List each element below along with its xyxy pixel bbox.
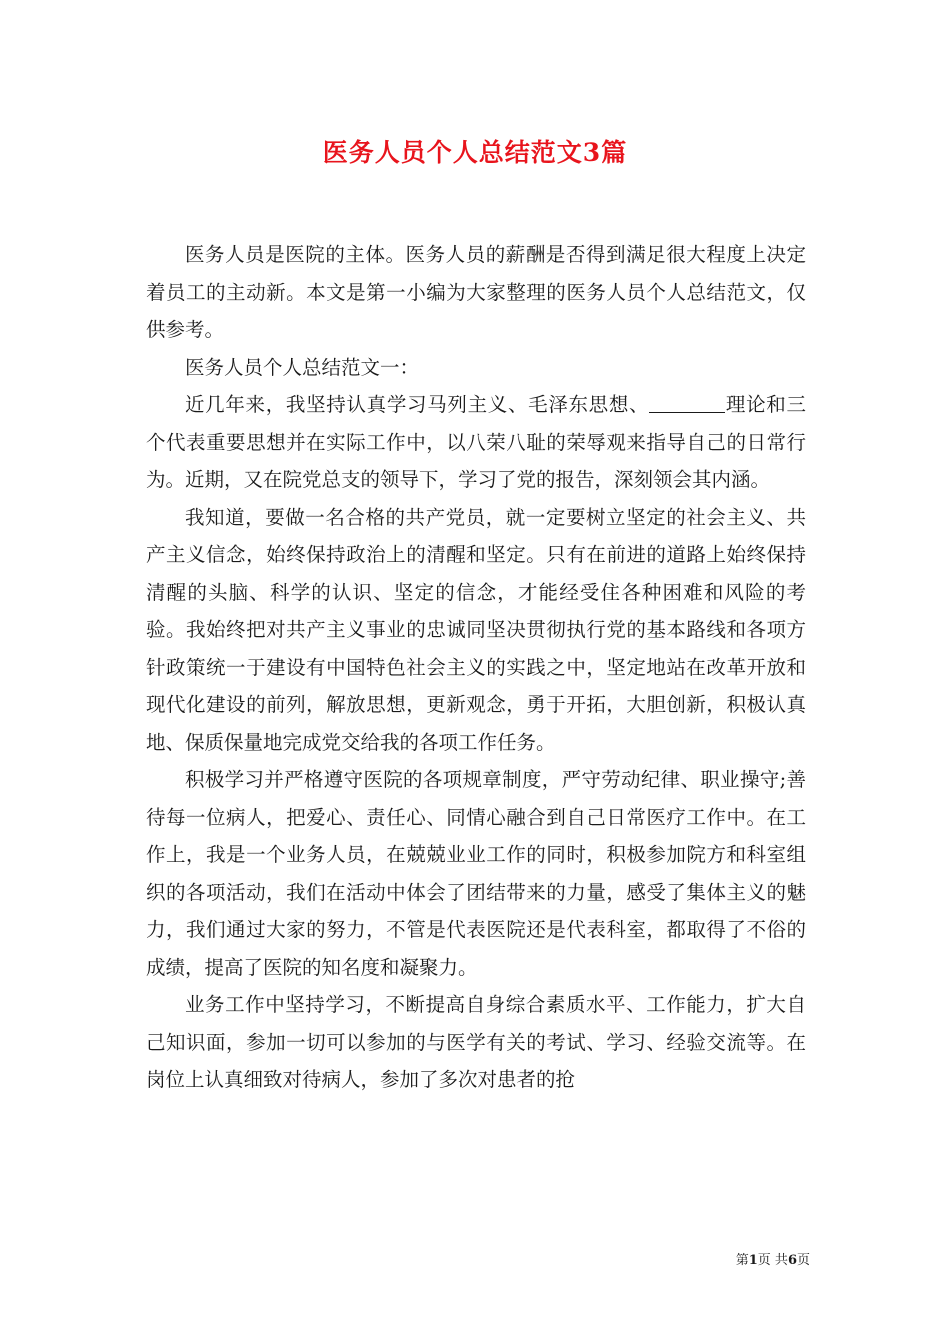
paragraph-1-end: 理论和三个代表重要思想并在实际工作中，以八荣八耻的荣辱观来指导自己的日常行为。近期，又在院党总支的领导下，学习了党的报告，深刻领会其内涵。 (146, 393, 806, 491)
paragraph-3: 积极学习并严格遵守医院的各项规章制度，严守劳动纪律、职业操守;善待每一位病人，把爱心、责任心、同情心融合到自己日常医疗工作中。在工作上，我是一个业务人员，在兢兢业业工作的同时，积极参加院方和科室组织的各项活动，我们在活动中体会了团结带来的力量，感受了集体主义的魅力，我们通过大家的努力，不管是代表医院还是代表科室，都取得了不俗的成绩，提高了医院的知名度和凝聚力。 (146, 768, 806, 979)
footer-middle: 页 共 (757, 1253, 788, 1268)
footer-prefix: 第 (735, 1253, 749, 1268)
intro-paragraph: 医务人员是医院的主体。医务人员的薪酬是否得到满足很大程度上决定着员工的主动新。本文是第一小编为大家整理的医务人员个人总结范文，仅供参考。 (146, 243, 806, 341)
fill-in-blank (649, 392, 725, 413)
document-body (146, 236, 806, 1099)
document-title: 医务人员个人总结范文3篇 (322, 138, 628, 167)
page-number-footer (700, 1249, 810, 1268)
footer-current-page: 1 (748, 1253, 758, 1268)
paragraph-2: 我知道，要做一名合格的共产党员，就一定要树立坚定的社会主义、共产主义信念，始终保持政治上的清醒和坚定。只有在前进的道路上始终保持清醒的头脑、科学的认识、坚定的信念，才能经受住各种困难和风险的考验。我始终把对共产主义事业的忠诚同坚决贯彻执行党的基本路线和各项方针政策统一于建设有中国特色社会主义的实践之中，坚定地站在改革开放和现代化建设的前列，解放思想，更新观念，勇于开拓，大胆创新，积极认真地、保质保量地完成党交给我的各项工作任务。 (146, 505, 806, 754)
footer-suffix: 页 (796, 1253, 810, 1268)
footer-total-pages: 6 (787, 1253, 797, 1268)
paragraph-1-start: 近几年来，我坚持认真学习马列主义、毛泽东思想、 (185, 393, 650, 416)
paragraph-1 (146, 386, 806, 499)
paragraph-4: 业务工作中坚持学习，不断提高自身综合素质水平、工作能力，扩大自己知识面，参加一切可以参加的与医学有关的考试、学习、经验交流等。在岗位上认真细致对待病人，参加了多次对患者的抢 (146, 993, 806, 1091)
section-heading: 医务人员个人总结范文一： (185, 355, 420, 379)
